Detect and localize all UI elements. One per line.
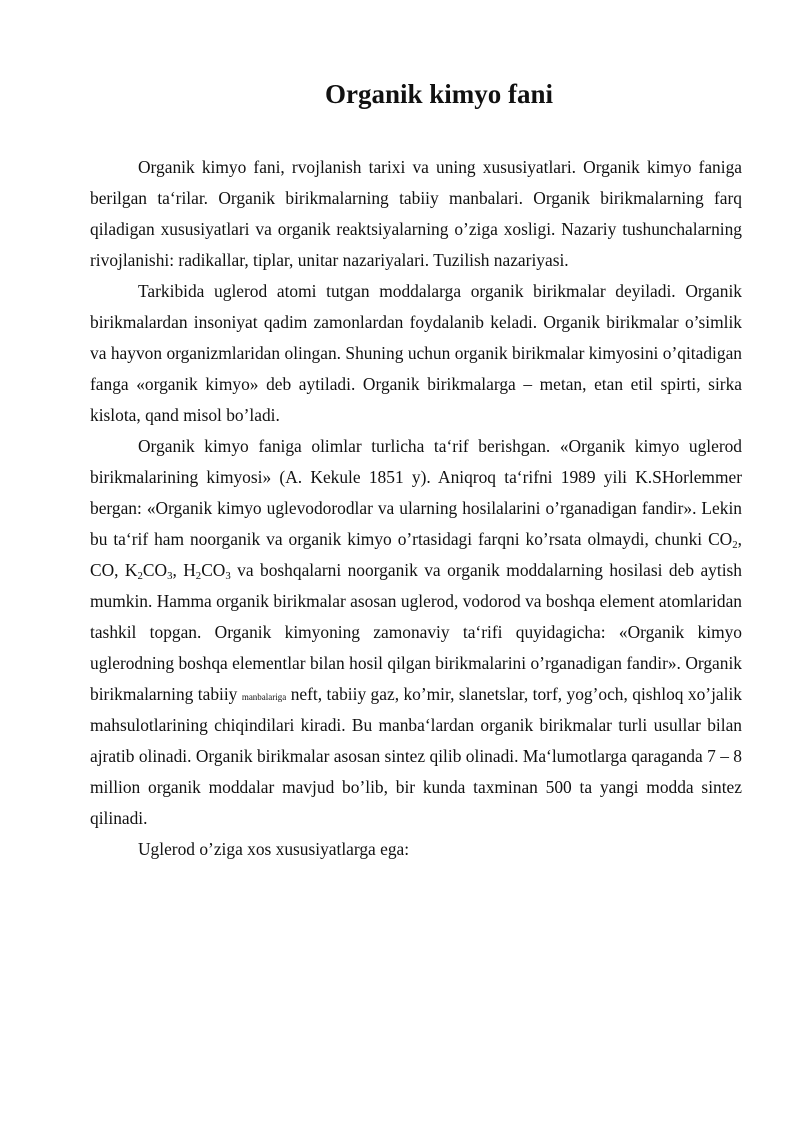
document-page <box>90 72 742 865</box>
text-segment: , H <box>172 560 196 580</box>
text-segment: , CO, K <box>90 529 742 580</box>
subscript: 2 <box>137 570 143 583</box>
text-segment: Organik kimyo faniga olimlar turlicha ta‘rif berishgan. «Organik kimyo uglerod birikmalarining kimyosi» (A. Kekule 1851 y). Aniqroq ta‘rifni 1989 yili K.SHorlemmer bergan: «Organik kimyo uglevodorodlar va ularning hosilalarini o’rganadigan fandir». Lekin bu ta‘rif ham noorganik va organik kimyo o’rtasidagi farqni ko’rsata olmaydi, chunki CO <box>90 436 742 549</box>
paragraph-carbon-properties: Uglerod o’ziga xos xususiyatlarga ega: <box>138 839 410 859</box>
page-title: Organik kimyo fani <box>324 79 554 109</box>
text-segment: CO <box>201 560 226 580</box>
text-segment: va boshqalarni noorganik va organik moddalarning hosilasi deb aytish mumkin. Hamma organik birikmalar asosan uglerod, vodorod va boshqa element atomlaridan tashkil topgan. Organik kimyoning zamonaviy ta‘rifi quyidagicha: «Organik kimyo uglerodning boshqa elementlar bilan hosil qilgan birikmalarini o’rganadigan fandir». Organik birikmalarning tabiiy <box>90 560 742 704</box>
paragraph-intro: Organik kimyo fani, rvojlanish tarixi va uning xususiyatlari. Organik kimyo faniga berilgan ta‘rilar. Organik birikmalarning tabiiy manbalari. Organik birikmalarning farq qiladigan xususiyatlari va organik reaktsiyalarning o’ziga xosligi. Nazariy tushunchalarning rivojlanishi: radikallar, tiplar, unitar nazariyalari. Tuzilish nazariyasi. <box>90 157 742 270</box>
small-text: manbalariga <box>241 692 287 702</box>
text-segment: CO <box>142 560 168 580</box>
subscript: 3 <box>225 570 231 583</box>
document-body <box>90 152 742 865</box>
subscript: 3 <box>167 570 173 583</box>
paragraph-definition: Tarkibida uglerod atomi tutgan moddalarga organik birikmalar deyiladi. Organik birikmalardan insoniyat qadim zamonlardan foydalanib keladi. Organik birikmalar o’simlik va hayvon organizmlaridan olingan. Shuning uchun organik birikmalar kimyosini o’qitadigan fanga «organik kimyo» deb aytiladi. Organik birikmalarga – metan, etan etil spirti, sirka kislota, qand misol bo’ladi. <box>90 281 742 425</box>
paragraph-history <box>90 431 742 834</box>
subscript: 2 <box>732 539 738 552</box>
subscript: 2 <box>195 570 202 583</box>
text-segment: neft, tabiiy gaz, ko’mir, slanetslar, torf, yog’och, qishloq xo’jalik mahsulotlarining chiqindilari kiradi. Bu manba‘lardan organik birikmalar turli usullar bilan ajratib olinadi. Organik birikmalar asosan sintez qilib olinadi. Ma‘lumotlarga qaraganda 7 – 8 million organik moddalar mavjud bo’lib, bir kunda taxminan 500 ta yangi modda sintez qilinadi. <box>90 684 742 828</box>
